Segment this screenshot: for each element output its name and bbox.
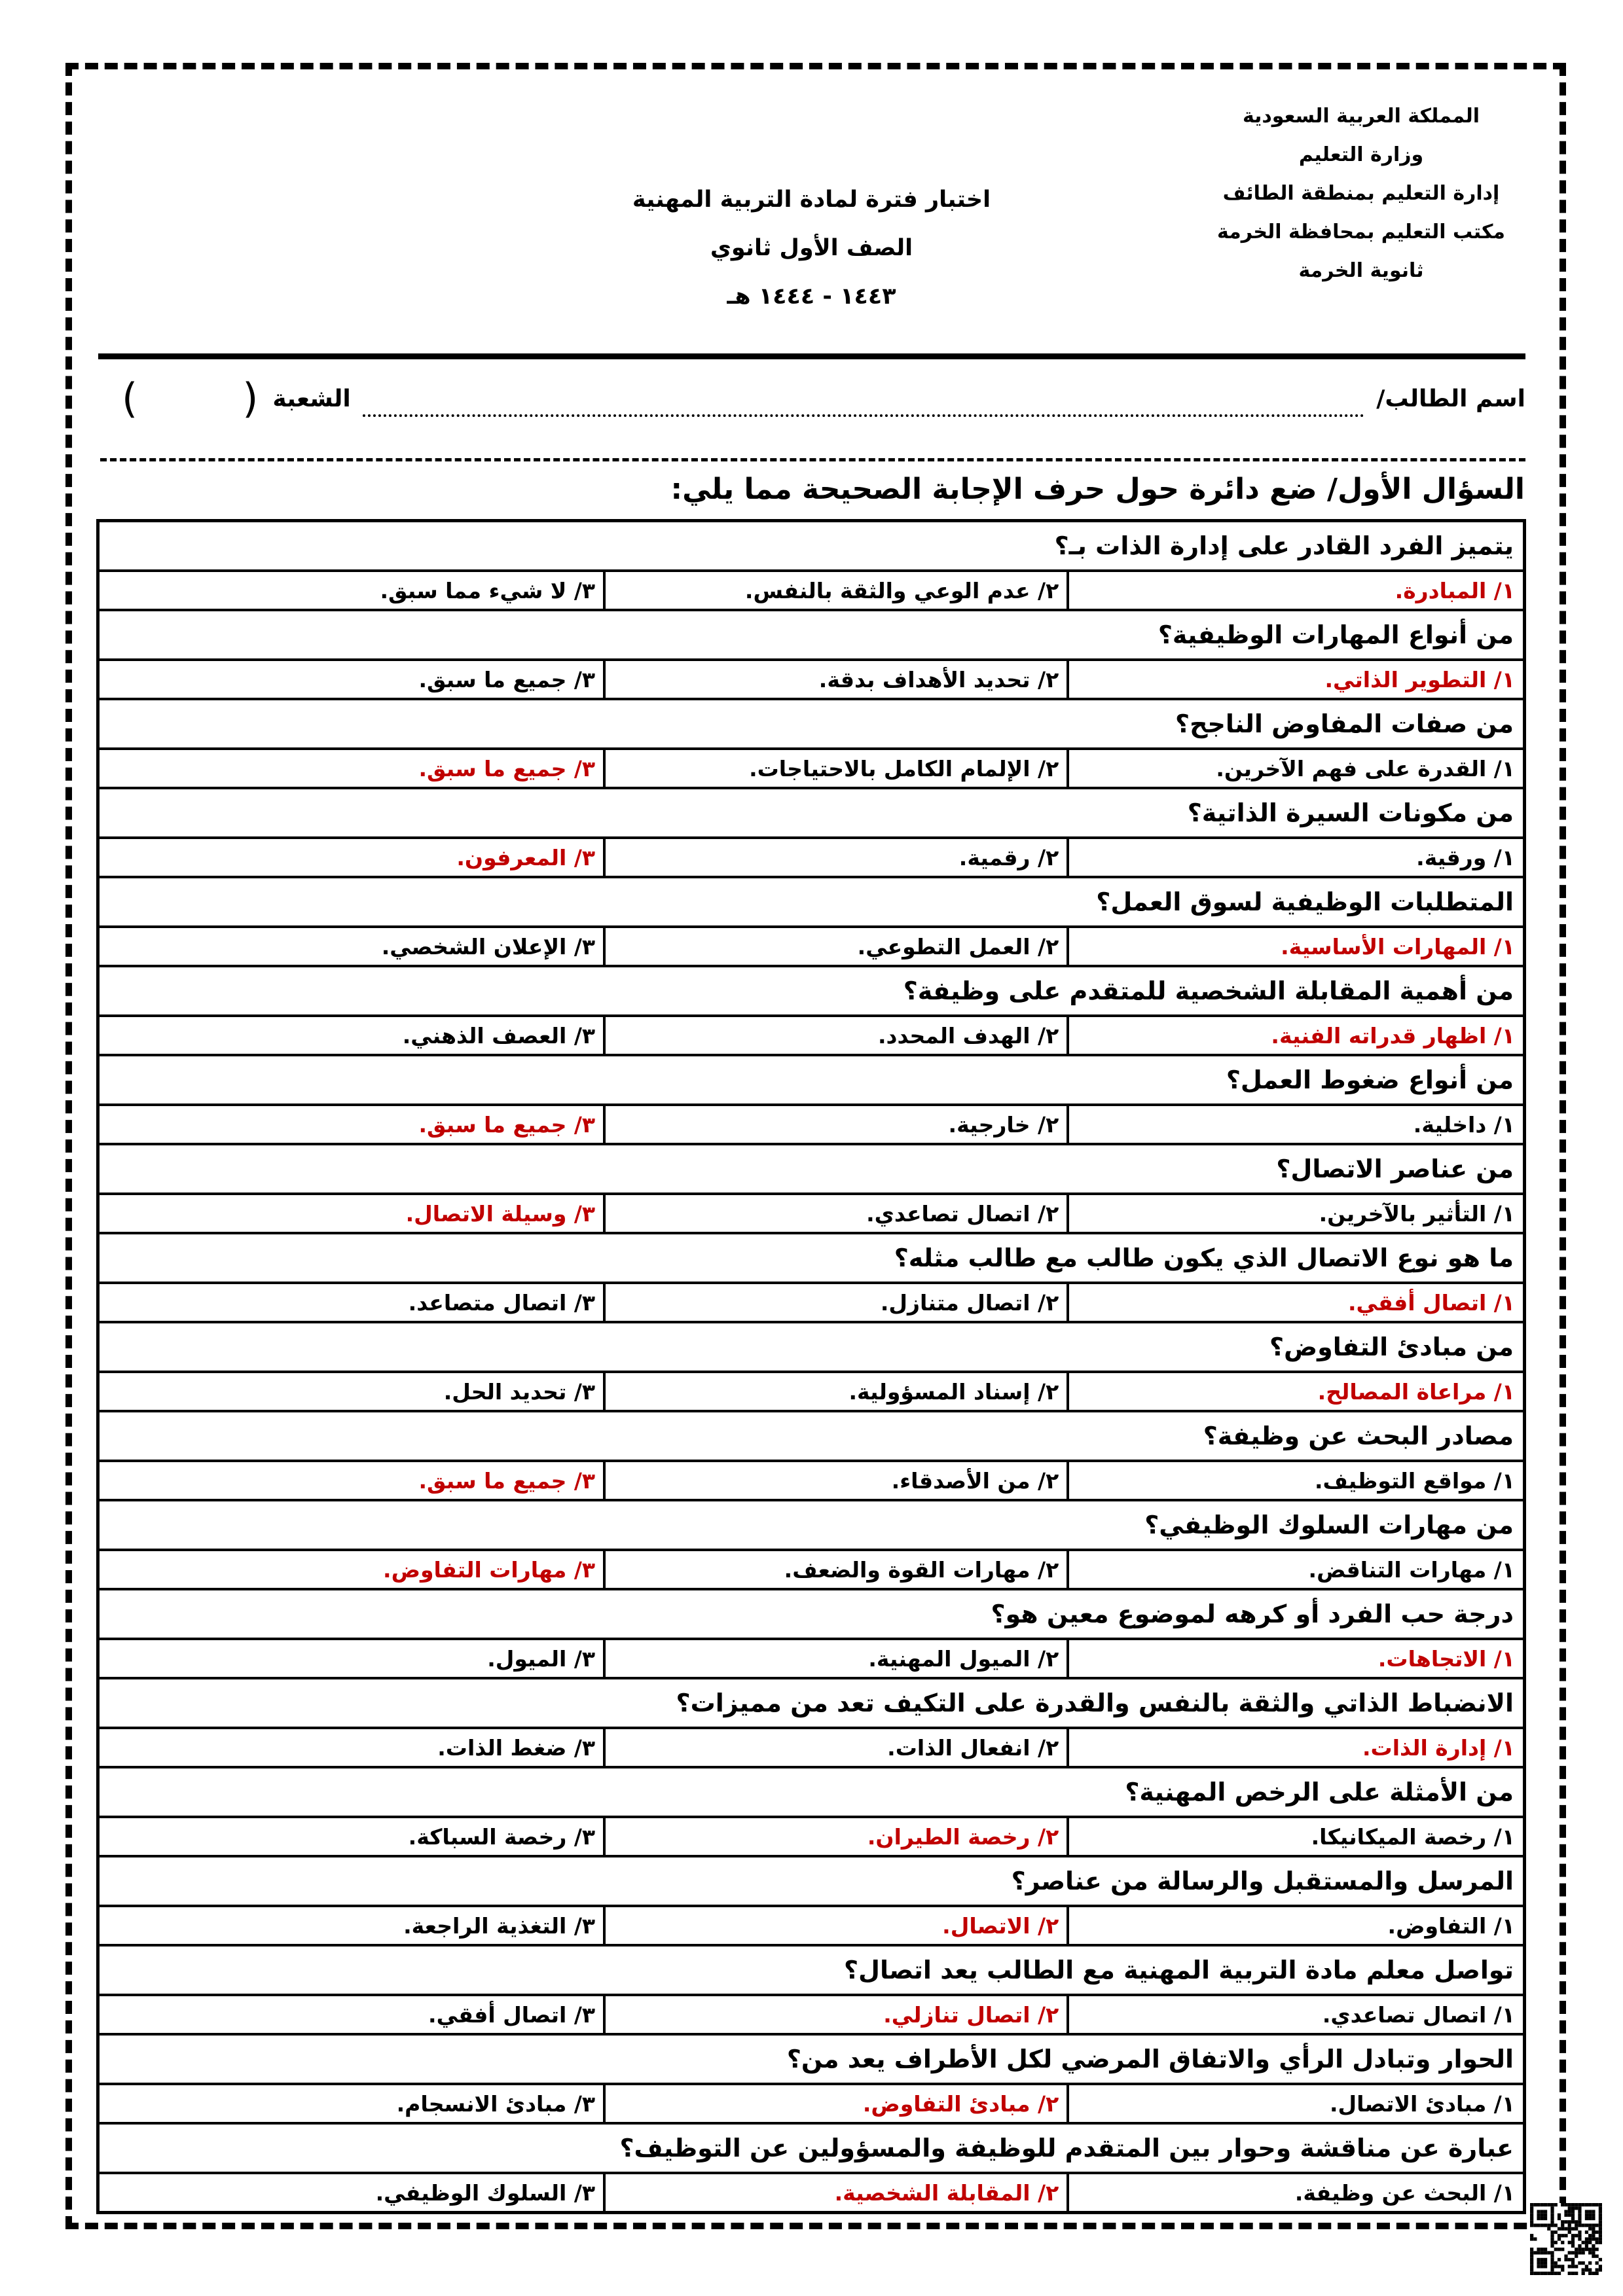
section-open-paren: ( <box>242 374 259 422</box>
ministry-line: ثانوية الخرمة <box>1298 259 1424 282</box>
question-text: من مكونات السيرة الذاتية؟ <box>98 788 1525 838</box>
answer-option[interactable]: ٣/ رخصة السباكة. <box>98 1817 605 1856</box>
answer-option[interactable]: ٢/ الهدف المحدد. <box>604 1016 1068 1055</box>
answer-option[interactable]: ١/ رخصة الميكانيكا. <box>1068 1817 1524 1856</box>
answer-option[interactable]: ١/ مواقع التوظيف. <box>1068 1461 1524 1500</box>
answer-option-correct[interactable]: ١/ المهارات الأساسية. <box>1068 927 1524 966</box>
answer-option[interactable]: ١/ اتصال تصاعدي. <box>1068 1995 1524 2034</box>
exam-title: اختبار فترة لمادة التربية المهنية <box>632 187 991 213</box>
answer-option[interactable]: ٣/ العصف الذهني. <box>98 1016 605 1055</box>
answer-option-correct[interactable]: ٣/ جميع ما سبق. <box>98 1105 605 1144</box>
answer-option[interactable]: ١/ التفاوض. <box>1068 1906 1524 1945</box>
question-text: المتطلبات الوظيفية لسوق العمل؟ <box>98 877 1525 927</box>
answer-option[interactable]: ٢/ تحديد الأهداف بدقة. <box>604 660 1068 699</box>
section-label: الشعبة <box>272 385 351 412</box>
answer-option[interactable]: ٣/ جميع ما سبق. <box>98 660 605 699</box>
answer-option[interactable]: ٢/ إسناد المسؤولية. <box>604 1372 1068 1411</box>
student-name-label: اسم الطالب/ <box>1376 385 1525 412</box>
answer-option-correct[interactable]: ١/ مراعاة المصالح. <box>1068 1372 1524 1411</box>
answer-option[interactable]: ١/ مبادئ الاتصال. <box>1068 2084 1524 2123</box>
answer-option[interactable]: ٢/ الميول المهنية. <box>604 1639 1068 1678</box>
question-text: مصادر البحث عن وظيفة؟ <box>98 1411 1525 1461</box>
answer-option-correct[interactable]: ١/ التطوير الذاتي. <box>1068 660 1524 699</box>
answer-option-correct[interactable]: ٣/ المعرفون. <box>98 838 605 877</box>
year-line: ١٤٤٣ - ١٤٤٤ هـ <box>727 283 896 310</box>
answer-option-correct[interactable]: ٣/ جميع ما سبق. <box>98 749 605 788</box>
answer-option-correct[interactable]: ٢/ المقابلة الشخصية. <box>604 2173 1068 2213</box>
question-text: من الأمثلة على الرخص المهنية؟ <box>98 1767 1525 1817</box>
answer-option[interactable]: ١/ مهارات التناقض. <box>1068 1550 1524 1589</box>
questions-table <box>96 519 1526 2214</box>
answer-option[interactable]: ٣/ اتصال أفقي. <box>98 1995 605 2034</box>
answer-option-correct[interactable]: ٣/ مهارات التفاوض. <box>98 1550 605 1589</box>
question-text: من صفات المفاوض الناجح؟ <box>98 699 1525 749</box>
answer-option[interactable]: ٢/ انفعال الذات. <box>604 1728 1068 1767</box>
answer-option-correct[interactable]: ١/ اظهار قدراته الفنية. <box>1068 1016 1524 1055</box>
answer-option[interactable]: ٢/ من الأصدقاء. <box>604 1461 1068 1500</box>
question-text: تواصل معلم مادة التربية المهنية مع الطالب يعد اتصال؟ <box>98 1945 1525 1995</box>
student-info-row <box>98 370 1525 427</box>
answer-option[interactable]: ٢/ اتصال متنازل. <box>604 1283 1068 1322</box>
answer-option[interactable]: ٣/ اتصال متصاعد. <box>98 1283 605 1322</box>
answer-option[interactable]: ٣/ السلوك الوظيفي. <box>98 2173 605 2213</box>
answer-option-correct[interactable]: ٢/ مبادئ التفاوض. <box>604 2084 1068 2123</box>
answer-option-correct[interactable]: ٢/ اتصال تنازلي. <box>604 1995 1068 2034</box>
section-divider-dashed <box>100 458 1525 461</box>
question-text: من أنواع ضغوط العمل؟ <box>98 1055 1525 1105</box>
question-one-heading: السؤال الأول/ ضع دائرة حول حرف الإجابة الصحيحة مما يلي: <box>670 473 1525 506</box>
section-close-paren: ) <box>122 374 138 422</box>
student-name-field[interactable] <box>363 380 1365 417</box>
answer-option[interactable]: ٢/ رقمية. <box>604 838 1068 877</box>
questions-table-body <box>98 521 1525 2213</box>
question-text: من أنواع المهارات الوظيفية؟ <box>98 610 1525 660</box>
answer-option[interactable]: ٢/ عدم الوعي والثقة بالنفس. <box>604 571 1068 610</box>
grade-line: الصف الأول ثانوي <box>710 235 913 261</box>
question-text: الحوار وتبادل الرأي والاتفاق المرضي لكل الأطراف يعد من؟ <box>98 2034 1525 2084</box>
answer-option[interactable]: ٣/ الميول. <box>98 1639 605 1678</box>
answer-option-correct[interactable]: ٢/ الاتصال. <box>604 1906 1068 1945</box>
answer-option[interactable]: ٣/ الإعلان الشخصي. <box>98 927 605 966</box>
ministry-line: المملكة العربية السعودية <box>1242 105 1480 128</box>
answer-option[interactable]: ٣/ لا شيء مما سبق. <box>98 571 605 610</box>
exam-title-block <box>0 175 1623 321</box>
answer-option-correct[interactable]: ١/ اتصال أفقي. <box>1068 1283 1524 1322</box>
answer-option-correct[interactable]: ٢/ رخصة الطيران. <box>604 1817 1068 1856</box>
answer-option[interactable]: ١/ ورقية. <box>1068 838 1524 877</box>
answer-option[interactable]: ٢/ اتصال تصاعدي. <box>604 1194 1068 1233</box>
answer-option[interactable]: ٢/ مهارات القوة والضعف. <box>604 1550 1068 1589</box>
question-text: من مبادئ التفاوض؟ <box>98 1322 1525 1372</box>
answer-option-correct[interactable]: ١/ إدارة الذات. <box>1068 1728 1524 1767</box>
answer-option[interactable]: ٣/ تحديد الحل. <box>98 1372 605 1411</box>
question-text: من مهارات السلوك الوظيفي؟ <box>98 1500 1525 1550</box>
answer-option[interactable]: ٣/ التغذية الراجعة. <box>98 1906 605 1945</box>
answer-option-correct[interactable]: ١/ المبادرة. <box>1068 571 1524 610</box>
answer-option[interactable]: ٢/ الإلمام الكامل بالاحتياجات. <box>604 749 1068 788</box>
answer-option[interactable]: ١/ البحث عن وظيفة. <box>1068 2173 1524 2213</box>
question-text: من أهمية المقابلة الشخصية للمتقدم على وظيفة؟ <box>98 966 1525 1016</box>
ministry-line: إدارة التعليم بمنطقة الطائف <box>1222 182 1500 205</box>
answer-option[interactable]: ٣/ مبادئ الانسجام. <box>98 2084 605 2123</box>
question-text: ما هو نوع الاتصال الذي يكون طالب مع طالب مثله؟ <box>98 1233 1525 1283</box>
question-text: من عناصر الاتصال؟ <box>98 1144 1525 1194</box>
ministry-line: وزارة التعليم <box>1298 143 1424 166</box>
question-text: يتميز الفرد القادر على إدارة الذات بـ؟ <box>98 521 1525 571</box>
ministry-line: مكتب التعليم بمحافظة الخرمة <box>1216 221 1506 243</box>
answer-option-correct[interactable]: ٣/ وسيلة الاتصال. <box>98 1194 605 1233</box>
answer-option[interactable]: ١/ القدرة على فهم الآخرين. <box>1068 749 1524 788</box>
answer-option-correct[interactable]: ١/ الاتجاهات. <box>1068 1639 1524 1678</box>
answer-option[interactable]: ٣/ ضغط الذات. <box>98 1728 605 1767</box>
question-text: المرسل والمستقبل والرسالة من عناصر؟ <box>98 1856 1525 1906</box>
question-text: الانضباط الذاتي والثقة بالنفس والقدرة على التكيف تعد من مميزات؟ <box>98 1678 1525 1728</box>
answer-option-correct[interactable]: ٣/ جميع ما سبق. <box>98 1461 605 1500</box>
question-text: عبارة عن مناقشة وحوار بين المتقدم للوظيفة والمسؤولين عن التوظيف؟ <box>98 2123 1525 2173</box>
header-divider-line <box>98 353 1525 359</box>
answer-option[interactable]: ١/ التأثير بالآخرين. <box>1068 1194 1524 1233</box>
question-text: درجة حب الفرد أو كرهه لموضوع معين هو؟ <box>98 1589 1525 1639</box>
answer-option[interactable]: ٢/ العمل التطوعي. <box>604 927 1068 966</box>
answer-option[interactable]: ١/ داخلية. <box>1068 1105 1524 1144</box>
answer-option[interactable]: ٢/ خارجية. <box>604 1105 1068 1144</box>
qr-code <box>1530 2203 1602 2275</box>
